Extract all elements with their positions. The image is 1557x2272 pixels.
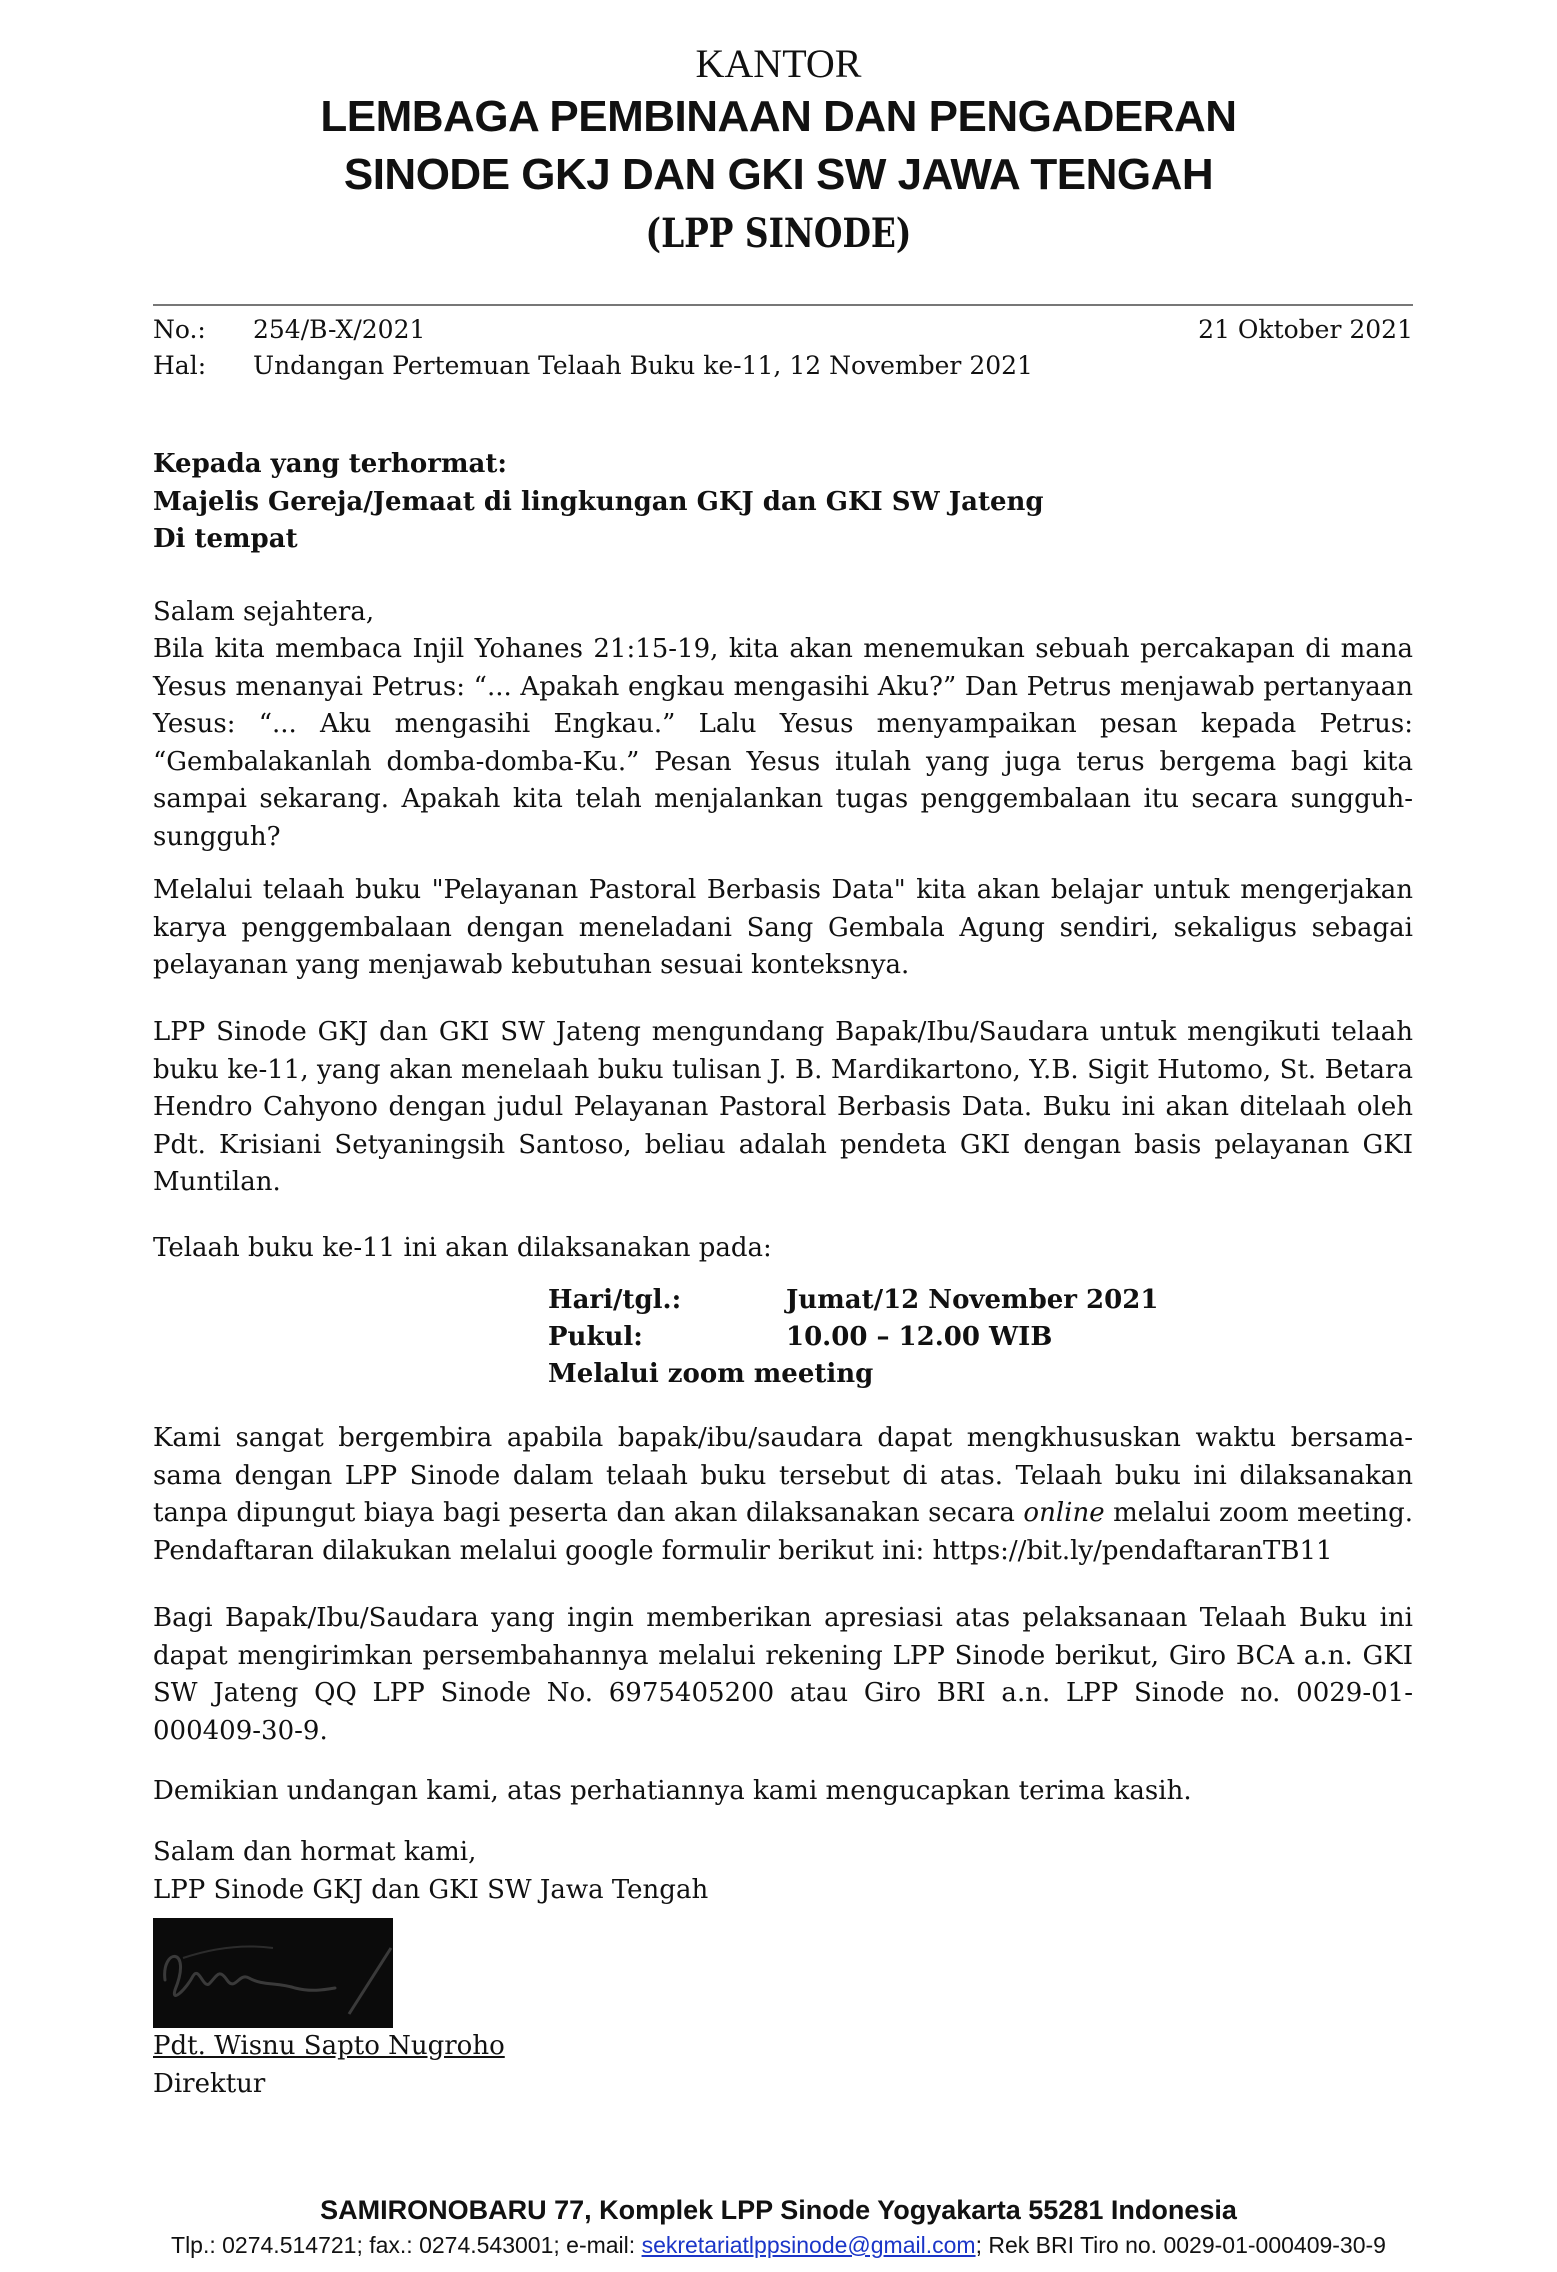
closing-greeting: Salam dan hormat kami, bbox=[153, 1837, 477, 1867]
schedule-time-row bbox=[548, 1319, 1158, 1356]
registration-text-start: Kami sangat bergembira apabila bapak/ibu/saudara dapat mengkhususkan waktu bersama-sama dengan LPP Sinode dalam telaah buku tersebut di atas. Telaah buku ini dilaksanakan tanpa dipungut biaya bagi peserta dan akan dilaksanakan secara bbox=[153, 1423, 1413, 1528]
footer-contact bbox=[0, 2228, 1557, 2262]
letterhead-kantor: KANTOR bbox=[695, 41, 862, 86]
paragraph-registration bbox=[153, 1420, 1413, 1570]
letter-number-row bbox=[153, 312, 1413, 348]
paragraph-donation: Bagi Bapak/Ibu/Saudara yang ingin memberikan apresiasi atas pelaksanaan Telaah Buku ini dapat mengirimkan persembahannya melalui rekening LPP Sinode berikut, Giro BCA a.n. GKI SW Jateng QQ LPP Sinode No. 6975405200 atau Giro BRI a.n. LPP Sinode no. 0029-01-000409-30-9. bbox=[153, 1603, 1413, 1746]
paragraph-invitation: LPP Sinode GKJ dan GKI SW Jateng mengundang Bapak/Ibu/Saudara untuk mengikuti telaah buku ke-11, yang akan menelaah buku tulisan J. B. Mardikartono, Y.B. Sigit Hutomo, St. Betara Hendro Cahyono dengan judul Pelayanan Pastoral Berbasis Data. Buku ini akan ditelaah oleh Pdt. Krisiani Setyaningsih Santoso, beliau adalah pendeta GKI dengan basis pelayanan GKI Muntilan. bbox=[153, 1017, 1413, 1197]
footer-address: SAMIRONOBARU 77, Komplek LPP Sinode Yogyakarta 55281 Indonesia bbox=[320, 2195, 1237, 2225]
letter-number-label: No.: bbox=[153, 315, 206, 344]
recipient-location: Di tempat bbox=[153, 524, 298, 554]
letterhead-abbreviation: (LPP SINODE) bbox=[645, 210, 912, 257]
letter-subject: Undangan Pertemuan Telaah Buku ke-11, 12 November 2021 bbox=[253, 351, 1033, 380]
letter-meta bbox=[153, 312, 1413, 384]
signer-title: Direktur bbox=[153, 2068, 266, 2099]
registration-online-word: online bbox=[1023, 1498, 1105, 1528]
paragraph-scripture: Bila kita membaca Injil Yohanes 21:15-19, kita akan menemukan sebuah percakapan di mana Yesus menanyai Petrus: “... Apakah engkau mengasihi Aku?” Dan Petrus menjawab pertanyaan Yesus: “... Aku mengasihi Engkau.” Lalu Yesus menyampaikan pesan kepada Petrus: “Gembalakanlah domba-domba-Ku.” Pesan Yesus itulah yang juga terus bergema bagi kita sampai sekarang. Apakah kita telah menjalankan tugas penggembalaan itu secara sungguh-sungguh? bbox=[153, 634, 1413, 852]
recipient-salutation: Kepada yang terhormat: bbox=[153, 449, 507, 479]
schedule-time-label: Pukul: bbox=[548, 1322, 643, 1352]
footer-contact-phone: Tlp.: 0274.514721; fax.: 0274.543001; e-mail: bbox=[171, 2232, 642, 2258]
paragraph-book-intro: Melalui telaah buku "Pelayanan Pastoral Berbasis Data" kita akan belajar untuk mengerjakan karya penggembalaan dengan meneladani Sang Gembala Agung sendiri, sekaligus sebagai pelayanan yang menjawab kebutuhan sesuai konteksnya. bbox=[153, 875, 1413, 980]
letter-subject-row bbox=[153, 348, 1413, 384]
letter-date: 21 Oktober 2021 bbox=[1198, 315, 1413, 344]
paragraph-schedule-intro: Telaah buku ke-11 ini akan dilaksanakan pada: bbox=[153, 1233, 772, 1263]
signer-name: Pdt. Wisnu Sapto Nugroho bbox=[153, 2031, 505, 2061]
paragraph-closing: Demikian undangan kami, atas perhatiannya kami mengucapkan terima kasih. bbox=[153, 1776, 1192, 1806]
recipient-block bbox=[153, 446, 1413, 559]
signature-image bbox=[153, 1918, 393, 2028]
signature-scribble bbox=[153, 1918, 393, 2028]
greeting: Salam sejahtera, bbox=[153, 597, 375, 627]
closing-block bbox=[153, 1834, 1413, 1909]
letterhead-synod: SINODE GKJ DAN GKI SW JAWA TENGAH bbox=[343, 150, 1214, 199]
schedule-day-label: Hari/tgl.: bbox=[548, 1285, 682, 1315]
schedule-day-value: Jumat/12 November 2021 bbox=[786, 1285, 1159, 1315]
closing-organization: LPP Sinode GKJ dan GKI SW Jawa Tengah bbox=[153, 1874, 709, 1905]
schedule-time-value: 10.00 – 12.00 WIB bbox=[786, 1322, 1053, 1352]
recipient-addressee: Majelis Gereja/Jemaat di lingkungan GKJ dan GKI SW Jateng bbox=[153, 486, 1044, 517]
registration-text-end: melalui zoom meeting. Pendaftaran dilakukan melalui google formulir berikut ini: https://bit.ly/pendaftaranTB11 bbox=[153, 1498, 1414, 1566]
letter-number: 254/B-X/2021 bbox=[253, 315, 426, 344]
letter-footer bbox=[0, 2192, 1557, 2262]
letterhead-institution: LEMBAGA PEMBINAAN DAN PENGADERAN bbox=[320, 92, 1237, 141]
footer-email-link[interactable]: sekretariatlppsinode@gmail.com bbox=[641, 2232, 976, 2258]
header-divider bbox=[153, 304, 1413, 306]
footer-contact-bank: ; Rek BRI Tiro no. 0029-01-000409-30-9 bbox=[975, 2232, 1386, 2258]
signer-block bbox=[153, 2028, 1413, 2103]
letterhead bbox=[0, 40, 1557, 264]
schedule-day-row bbox=[548, 1282, 1158, 1319]
letter-subject-label: Hal: bbox=[153, 351, 207, 380]
event-schedule bbox=[548, 1282, 1158, 1393]
schedule-venue: Melalui zoom meeting bbox=[548, 1359, 874, 1389]
